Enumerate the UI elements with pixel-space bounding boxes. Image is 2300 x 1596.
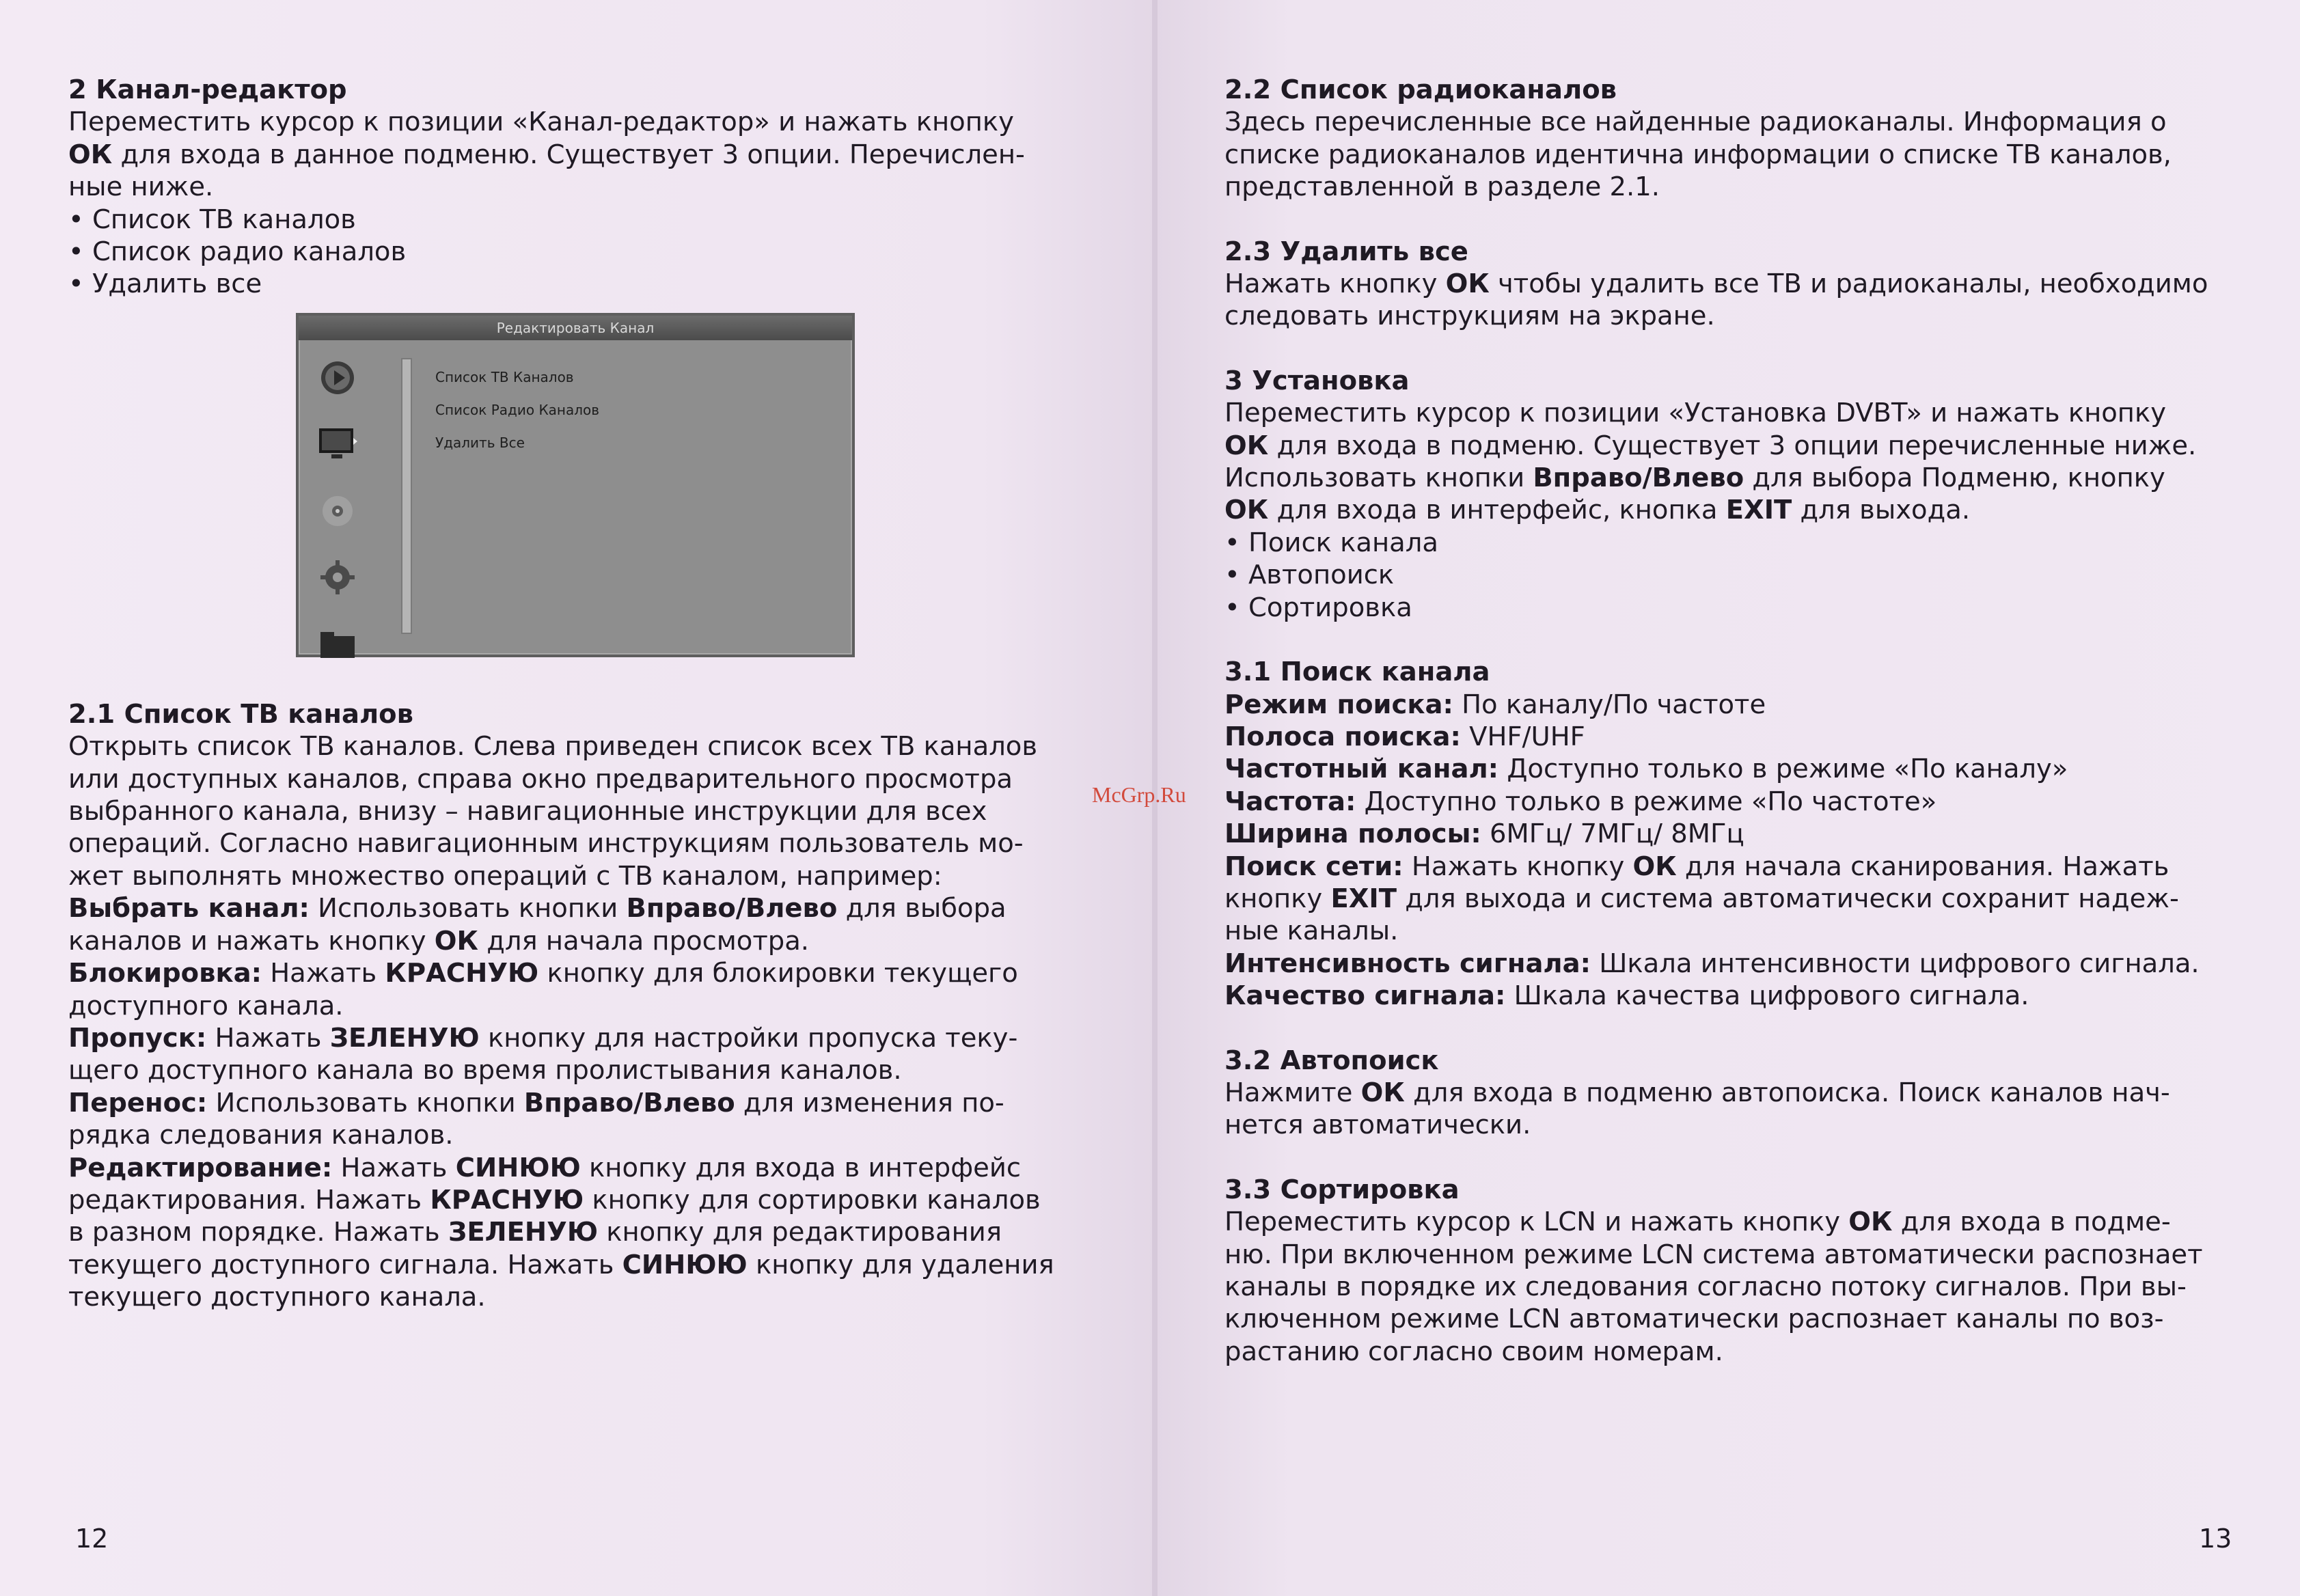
section-2-1-intro: Открыть список ТВ каналов. Слева приведен список всех ТВ каналов или доступных каналов, справа окно предварительного просмотра выбранного канала, внизу – навигационные инструкции для всех операций. Согласно навигационным инструкциям пользователь мо- жет выполнять множество операций с ТВ каналом, например: (68, 731, 1038, 892)
screen-title: Редактировать Канал (299, 316, 852, 340)
list-item: • Список ТВ каналов (68, 204, 1080, 236)
section-3-1-title: 3.1 Поиск канала (1224, 657, 1490, 688)
screen-menu-item: Список Радио Каналов (435, 401, 600, 418)
tv-icon (318, 424, 357, 464)
section-2-title: 2 Канал-редактор (68, 74, 347, 105)
frequency-text: Частота: Доступно только в режиме «По частоте» (1224, 786, 1937, 817)
frequency-channel-text: Частотный канал: Доступно только в режиме «По каналу» (1224, 754, 2068, 785)
page-number-left: 12 (75, 1524, 109, 1554)
move-text: Перенос: Использовать кнопки Вправо/Влево для изменения по- рядка следования каналов. (68, 1087, 1004, 1151)
section-2-intro: Переместить курсор к позиции «Канал-редактор» и нажать кнопку ОК для входа в данное подменю. Существует 3 опции. Перечислен- ные ниже. (68, 107, 1025, 203)
play-icon (318, 358, 357, 398)
page-number-right: 13 (2199, 1524, 2232, 1554)
edit-text: Редактирование: Нажать СИНЮЮ кнопку для входа в интерфейс редактирования. Нажать КРАСНУЮ кнопку для сортировки каналов в разном порядке. Нажать ЗЕЛЕНУЮ кнопку для редактирования текущего доступного сигнала. Нажать СИНЮЮ кнопку для удаления текущего доступного канала. (68, 1152, 1054, 1313)
section-2-3-title: 2.3 Удалить все (1224, 236, 1468, 267)
section-3-options (1224, 527, 2228, 624)
list-item: • Поиск канала (1224, 527, 2228, 559)
screen-menu-list (435, 361, 599, 459)
section-3-2-text: Нажмите ОК для входа в подменю автопоиска. Поиск каналов нач- нется автоматически. (1224, 1077, 2170, 1141)
section-3-title: 3 Установка (1224, 365, 1410, 396)
search-band-text: Полоса поиска: VHF/UHF (1224, 721, 1585, 752)
disc-icon (318, 491, 357, 531)
section-2-2-title: 2.2 Список радиоканалов (1224, 74, 1617, 105)
select-channel-text: Выбрать канал: Использовать кнопки Вправо/Влево для выбора каналов и нажать кнопку ОК для начала просмотра. (68, 893, 1007, 957)
bandwidth-text: Ширина полосы: 6МГц/ 7МГц/ 8МГц (1224, 818, 1744, 850)
section-2-options (68, 204, 1080, 301)
skip-text: Пропуск: Нажать ЗЕЛЕНУЮ кнопку для настройки пропуска теку- щего доступного канала во время пролистывания каналов. (68, 1022, 1018, 1086)
channel-editor-screenshot (296, 313, 855, 657)
section-2-1-title: 2.1 Список ТВ каналов (68, 698, 413, 730)
watermark: McGrp.Ru (1092, 782, 1186, 807)
left-column (68, 74, 1080, 1314)
list-item: • Сортировка (1224, 592, 2228, 624)
lock-text: Блокировка: Нажать КРАСНУЮ кнопку для блокировки текущего доступного канала. (68, 958, 1018, 1021)
right-column (1224, 74, 2228, 1368)
section-3-3-title: 3.3 Сортировка (1224, 1174, 1460, 1205)
section-3-3-text: Переместить курсор к LCN и нажать кнопку ОК для входа в подме- ню. При включенном режиме LCN система автоматически распознает каналы в порядке их следования согласно потоку сигналов. При вы- ключенном режиме LCN автоматически распознает каналы по воз- растанию согласно своим номерам. (1224, 1207, 2203, 1367)
search-mode-text: Режим поиска: По каналу/По частоте (1224, 689, 1766, 720)
section-3-2-title: 3.2 Автопоиск (1224, 1045, 1439, 1076)
screen-menu-item: Удалить Все (435, 434, 525, 451)
section-3-text: Переместить курсор к позиции «Установка DVBT» и нажать кнопку ОК для входа в подменю. Существует 3 опции перечисленные ниже. Использовать кнопки Вправо/Влево для выбора Подменю, кнопку ОК для входа в интерфейс, кнопка EXIT для выхода. (1224, 398, 2197, 526)
screen-scrollbar (401, 358, 412, 634)
signal-strength-text: Интенсивность сигнала: Шкала интенсивности цифрового сигнала. (1224, 948, 2200, 979)
list-item: • Автопоиск (1224, 559, 2228, 591)
list-item: • Удалить все (68, 268, 1080, 300)
section-2-2-text: Здесь перечисленные все найденные радиоканалы. Информация о списке радиоканалов идентична информации о списке ТВ каналов, представленной в разделе 2.1. (1224, 107, 2172, 203)
folder-icon (318, 624, 357, 663)
screen-menu-icons (318, 358, 366, 691)
list-item: • Список радио каналов (68, 236, 1080, 268)
section-2-3-text: Нажать кнопку ОК чтобы удалить все ТВ и радиоканалы, необходимо следовать инструкциям на экране. (1224, 269, 2208, 332)
gear-icon (318, 558, 357, 597)
network-search-text: Поиск сети: Нажать кнопку ОК для начала сканирования. Нажать кнопку EXIT для выхода и система автоматически сохранит надеж- ные каналы. (1224, 851, 2179, 947)
screen-menu-item: Список ТВ Каналов (435, 368, 574, 385)
signal-quality-text: Качество сигнала: Шкала качества цифрового сигнала. (1224, 980, 2029, 1012)
